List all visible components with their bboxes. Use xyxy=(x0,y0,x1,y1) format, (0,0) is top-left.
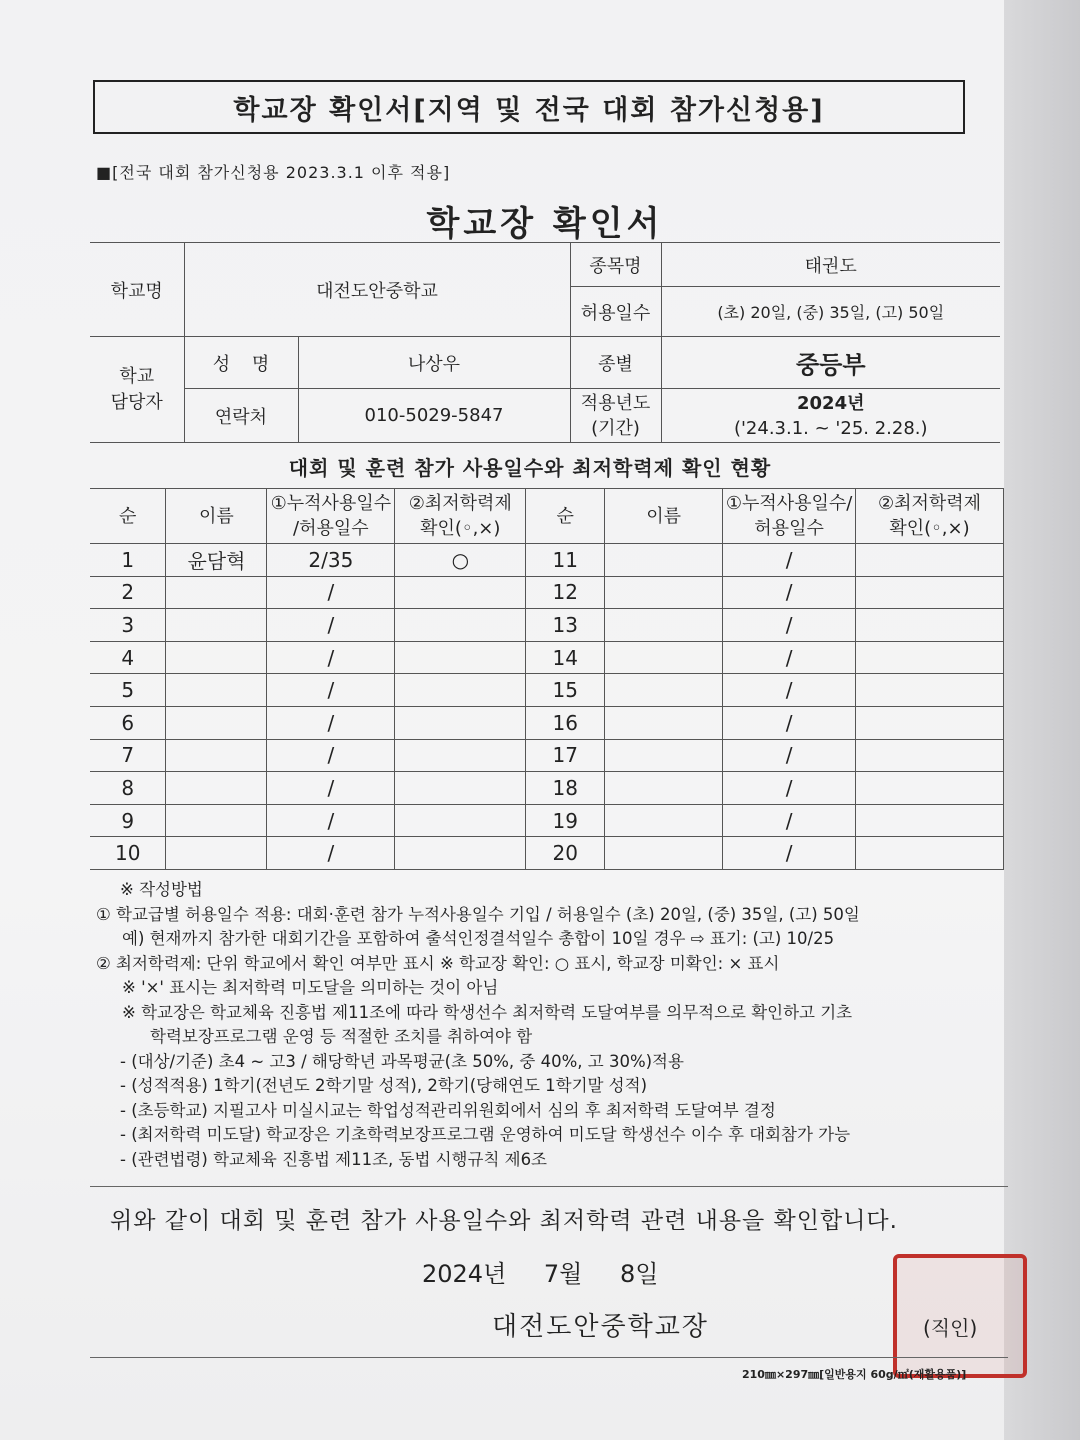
used-days-cell: / xyxy=(267,739,395,772)
min-academic-check-cell xyxy=(395,706,526,739)
instruction-line: - (대상/기준) 초4 ~ 고3 / 해당학년 과목평균(초 50%, 중 40%, 고 30%)적용 xyxy=(120,1051,684,1071)
student-name-cell xyxy=(605,576,723,609)
student-name-cell xyxy=(166,609,267,642)
seal-label: (직인) xyxy=(923,1316,978,1340)
used-days-cell: / xyxy=(267,837,395,870)
instruction-line: - (관련법령) 학교체육 진흥법 제11조, 동법 시행규칙 제6조 xyxy=(120,1149,547,1169)
division-value: 중등부 xyxy=(661,337,1000,389)
student-name-cell xyxy=(166,804,267,837)
table-row xyxy=(90,674,1004,707)
student-name-cell xyxy=(605,609,723,642)
column-header: ①누적사용일수/ 허용일수 xyxy=(723,489,856,544)
instruction-line: ② 최저학력제: 단위 학교에서 확인 여부만 표시 ※ 학교장 확인: ○ 표시, 학교장 미확인: × 표시 xyxy=(96,953,780,973)
contact-value: 010-5029-5847 xyxy=(298,389,570,443)
student-name-cell xyxy=(605,674,723,707)
divider xyxy=(90,1186,1008,1187)
paper-spec: 210㎜×297㎜[일반용지 60g/㎡(재활용품)] xyxy=(742,1368,967,1381)
row-number-cell: 20 xyxy=(526,837,605,870)
issue-date xyxy=(422,1254,658,1289)
student-name-cell xyxy=(605,739,723,772)
instruction-line: ※ 학교장은 학교체육 진흥법 제11조에 따라 학생선수 최저학력 도달여부를 의무적으로 확인하고 기초 xyxy=(122,1002,853,1022)
row-number-cell: 2 xyxy=(90,576,166,609)
allowed-days-label: 허용일수 xyxy=(570,287,661,337)
usage-table xyxy=(90,488,1004,870)
student-name-cell: 윤담혁 xyxy=(166,544,267,577)
used-days-cell: / xyxy=(723,772,856,805)
used-days-cell: / xyxy=(267,772,395,805)
used-days-cell: / xyxy=(267,641,395,674)
row-number-cell: 5 xyxy=(90,674,166,707)
min-academic-check-cell xyxy=(856,544,1004,577)
row-number-cell: 14 xyxy=(526,641,605,674)
year-label: 적용년도 (기간) xyxy=(570,389,661,443)
row-number-cell: 3 xyxy=(90,609,166,642)
school-value: 대전도안중학교 xyxy=(184,243,570,337)
principal-title: 대전도안중학교장 xyxy=(492,1312,709,1342)
table-row xyxy=(90,641,1004,674)
application-note: ■[전국 대회 참가신청용 2023.3.1 이후 적용] xyxy=(96,163,451,182)
row-number-cell: 7 xyxy=(90,739,166,772)
instruction-line: - (성적적용) 1학기(전년도 2학기말 성적), 2학기(당해연도 1학기말 성적) xyxy=(120,1076,648,1095)
min-academic-check-cell xyxy=(395,772,526,805)
allowed-days-value: (초) 20일, (중) 35일, (고) 50일 xyxy=(661,287,1000,337)
divider xyxy=(90,1357,1008,1358)
used-days-cell: / xyxy=(723,804,856,837)
instruction-line: 예) 현재까지 참가한 대회기간을 포함하여 출석인정결석일수 총합이 10일 경우 ⇨ 표기: (고) 10/25 xyxy=(122,929,835,948)
column-header: ①누적사용일수 /허용일수 xyxy=(267,489,395,544)
student-name-cell xyxy=(605,544,723,577)
student-name-cell xyxy=(166,576,267,609)
division-label: 종별 xyxy=(570,337,661,389)
student-name-cell xyxy=(605,837,723,870)
table-row xyxy=(90,609,1004,642)
instructions-heading: ※ 작성방법 xyxy=(120,880,203,899)
year-cell xyxy=(661,389,1000,443)
row-number-cell: 4 xyxy=(90,641,166,674)
used-days-cell: / xyxy=(267,609,395,642)
row-number-cell: 8 xyxy=(90,772,166,805)
date-month: 7월 xyxy=(543,1260,583,1288)
table-row xyxy=(90,804,1004,837)
min-academic-check-cell xyxy=(395,674,526,707)
column-header: ②최저학력제 확인(◦,×) xyxy=(395,489,526,544)
row-number-cell: 15 xyxy=(526,674,605,707)
row-number-cell: 16 xyxy=(526,706,605,739)
student-name-cell xyxy=(605,706,723,739)
min-academic-check-cell xyxy=(395,609,526,642)
row-number-cell: 12 xyxy=(526,576,605,609)
page-title: 학교장 확인서 xyxy=(426,204,664,244)
min-academic-check-cell xyxy=(395,641,526,674)
instruction-line: - (초등학교) 지필고사 미실시교는 학업성적관리위원회에서 심의 후 최저학력 도달여부 결정 xyxy=(120,1100,776,1120)
min-academic-check-cell: ○ xyxy=(395,544,526,577)
student-name-cell xyxy=(166,837,267,870)
used-days-cell: / xyxy=(723,576,856,609)
used-days-cell: / xyxy=(723,739,856,772)
used-days-cell: / xyxy=(723,706,856,739)
table-row xyxy=(90,544,1004,577)
table-row xyxy=(90,706,1004,739)
min-academic-check-cell xyxy=(856,674,1004,707)
row-number-cell: 18 xyxy=(526,772,605,805)
column-header: 이름 xyxy=(605,489,723,544)
school-label: 학교명 xyxy=(90,243,184,337)
confirmation-statement: 위와 같이 대회 및 훈련 참가 사용일수와 최저학력 관련 내용을 확인합니다. xyxy=(110,1208,898,1234)
used-days-cell: / xyxy=(267,706,395,739)
row-number-cell: 19 xyxy=(526,804,605,837)
row-number-cell: 9 xyxy=(90,804,166,837)
student-name-cell xyxy=(605,641,723,674)
min-academic-check-cell xyxy=(395,739,526,772)
student-name-cell xyxy=(166,674,267,707)
name-value: 나상우 xyxy=(298,337,570,389)
table-row xyxy=(90,837,1004,870)
used-days-cell: / xyxy=(267,674,395,707)
column-header: 순 xyxy=(526,489,605,544)
min-academic-check-cell xyxy=(395,804,526,837)
min-academic-check-cell xyxy=(856,609,1004,642)
writing-instructions xyxy=(96,878,1026,1172)
column-header: 순 xyxy=(90,489,166,544)
row-number-cell: 6 xyxy=(90,706,166,739)
table-row xyxy=(90,772,1004,805)
instruction-line: 학력보장프로그램 운영 등 적절한 조치를 취하여야 함 xyxy=(150,1027,533,1046)
instruction-line: ① 학교급별 허용일수 적용: 대회·훈련 참가 누적사용일수 기입 / 허용일수 (초) 20일, (중) 35일, (고) 50일 xyxy=(96,904,860,924)
period-value: ('24.3.1. ~ '25. 2.28.) xyxy=(733,417,928,439)
sport-label: 종목명 xyxy=(570,243,661,287)
column-header: 이름 xyxy=(166,489,267,544)
student-name-cell xyxy=(605,772,723,805)
row-number-cell: 17 xyxy=(526,739,605,772)
table-row xyxy=(90,576,1004,609)
used-days-cell: / xyxy=(723,609,856,642)
date-year: 2024년 xyxy=(422,1260,507,1288)
row-number-cell: 11 xyxy=(526,544,605,577)
column-header: ②최저학력제 확인(◦,×) xyxy=(856,489,1004,544)
student-name-cell xyxy=(166,641,267,674)
student-name-cell xyxy=(166,739,267,772)
used-days-cell: 2/35 xyxy=(267,544,395,577)
manager-label: 학교 담당자 xyxy=(90,337,184,443)
student-name-cell xyxy=(605,804,723,837)
instruction-line: ※ '×' 표시는 최저학력 미도달을 의미하는 것이 아님 xyxy=(122,978,499,997)
min-academic-check-cell xyxy=(856,706,1004,739)
row-number-cell: 1 xyxy=(90,544,166,577)
used-days-cell: / xyxy=(267,576,395,609)
table-header xyxy=(90,489,1004,544)
min-academic-check-cell xyxy=(395,576,526,609)
year-value: 2024년 xyxy=(797,392,865,414)
min-academic-check-cell xyxy=(856,576,1004,609)
section-title: 대회 및 훈련 참가 사용일수와 최저학력제 확인 현황 xyxy=(288,456,772,480)
min-academic-check-cell xyxy=(856,804,1004,837)
row-number-cell: 13 xyxy=(526,609,605,642)
used-days-cell: / xyxy=(723,674,856,707)
used-days-cell: / xyxy=(267,804,395,837)
used-days-cell: / xyxy=(723,837,856,870)
used-days-cell: / xyxy=(723,641,856,674)
student-name-cell xyxy=(166,772,267,805)
min-academic-check-cell xyxy=(856,837,1004,870)
min-academic-check-cell xyxy=(856,739,1004,772)
sport-value: 태권도 xyxy=(661,243,1000,287)
boxed-title: 학교장 확인서[지역 및 전국 대회 참가신청용] xyxy=(93,80,965,134)
name-label: 성 명 xyxy=(184,337,298,389)
instruction-line: - (최저학력 미도달) 학교장은 기초학력보장프로그램 운영하여 미도달 학생선수 이수 후 대회참가 가능 xyxy=(120,1125,851,1144)
contact-label: 연락처 xyxy=(184,389,298,443)
min-academic-check-cell xyxy=(395,837,526,870)
table-row xyxy=(90,739,1004,772)
student-name-cell xyxy=(166,706,267,739)
min-academic-check-cell xyxy=(856,772,1004,805)
date-day: 8일 xyxy=(620,1260,659,1288)
info-table xyxy=(90,242,1000,443)
row-number-cell: 10 xyxy=(90,837,166,870)
min-academic-check-cell xyxy=(856,641,1004,674)
used-days-cell: / xyxy=(723,544,856,577)
